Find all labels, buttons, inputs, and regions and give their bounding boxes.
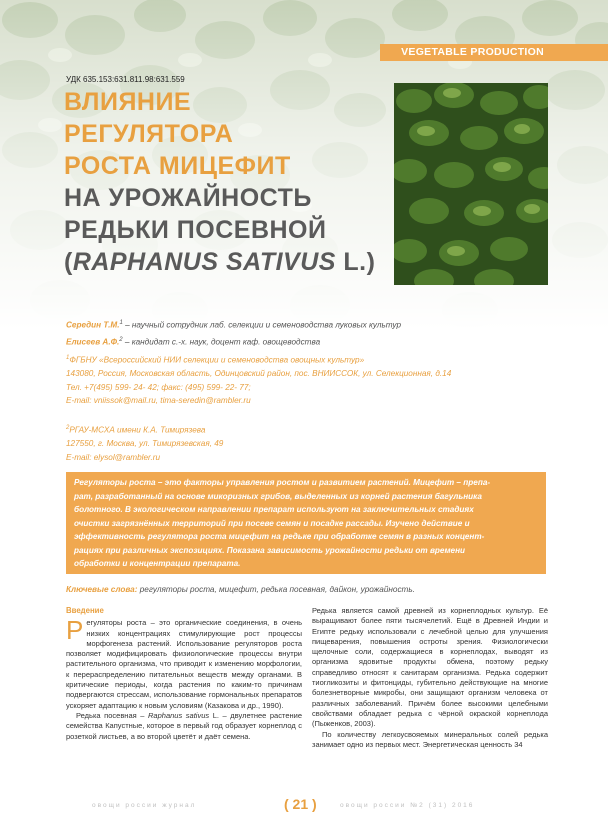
affiliation-name: [66, 352, 451, 367]
abstract-text: [74, 476, 538, 571]
body-column-left: [66, 606, 302, 742]
body-paragraph: [66, 711, 302, 742]
author-entry: [66, 316, 401, 333]
author-name: Елисеев А.Ф.: [66, 337, 120, 347]
paragraph-text: L. – двулетнее растение семейства Капустные, которое в первый год образует корнеплод с розеткой листьев, а во второй цветёт и даёт семена.: [66, 710, 303, 741]
abstract-line: Регуляторы роста – это факторы управления ростом и развитием растений. Мицефит – препа-: [74, 478, 491, 487]
udk-code: УДК 635.153:631.811.98:631.559: [66, 75, 185, 84]
affiliation-title: РГАУ-МСХА имени К.А. Тимирязева: [69, 425, 206, 435]
affiliation-address: 127550, г. Москва, ул. Тимирязевская, 49: [66, 439, 224, 449]
author-role: – кандидат с.-х. наук, доцент каф. овощеводства: [122, 337, 321, 347]
abstract-line: болотного. В экологическом направлении препарат используют на заключительных стадиях: [74, 505, 474, 514]
title-line-6: [64, 246, 375, 278]
radish-leaves-photo: [394, 83, 548, 285]
abstract-line: эффективность регулятора роста мицефит на редьке при обработке семян в разных концент-: [74, 532, 485, 541]
affiliation-mark: 2: [66, 425, 70, 431]
keywords: [66, 585, 415, 594]
body-column-right: [312, 606, 548, 750]
latin-name: Raphanus sativus: [148, 710, 210, 720]
affiliation-1: [66, 352, 451, 408]
title-line-2: РЕГУЛЯТОРА: [64, 120, 234, 148]
title-line-4: НА УРОЖАЙНОСТЬ: [64, 184, 312, 212]
affiliation-title: ФГБНУ «Всероссийский НИИ селекции и семеноводства овощных культур»: [69, 355, 365, 365]
author-list: [66, 316, 401, 349]
affiliation-phone: Тел. +7(495) 599- 24- 42; факс: (495) 599- 22- 77;: [66, 382, 251, 392]
footer-journal-name: овощи россии журнал: [92, 802, 197, 809]
abstract-line: очистки загрязнённых территорий при посеве семян и посадке рассады. Изучено действие и: [74, 518, 470, 528]
abstract-line: обработки и концентрации препарата.: [74, 559, 241, 568]
title-latin-name: RAPHANUS SATIVUS: [72, 248, 336, 276]
affiliation-address: 143080, Россия, Московская область, Одинцовский район, пос. ВНИИССОК, ул. Селекционная, д.14: [66, 369, 452, 379]
title-line-5: РЕДЬКИ ПОСЕВНОЙ: [64, 216, 327, 244]
footer-issue: овощи россии №2 (31) 2016: [340, 802, 475, 809]
abstract-line: рациях при различных экспозициях. Показана зависимость урожайности редьки от времени: [74, 545, 466, 555]
article-title: [64, 86, 375, 278]
body-paragraph: [66, 615, 302, 711]
author-role: – научный сотрудник лаб. селекции и семеноводства луковых культур: [122, 320, 402, 330]
author-entry: [66, 333, 401, 350]
drop-cap: Р: [66, 615, 84, 646]
title-paren-close: L.): [335, 248, 376, 276]
author-affil-mark: 2: [119, 336, 123, 343]
section-heading-introduction: Введение: [66, 606, 104, 615]
title-line-1: ВЛИЯНИЕ: [64, 88, 192, 116]
title-line-3: РОСТА МИЦЕФИТ: [64, 152, 291, 180]
abstract-line: рат, разработанный на основе микоризных грибов, выделенных из корней растения багульника: [74, 491, 482, 501]
paragraph-text: егуляторы роста – это органические соединения, в очень низких концентрациях стимулирующие рост процессы морфогенеза растений. Использование регуляторов роста позволяет модифицировать физиологические процессы внутри растительного организма, что приводит к изменению морфологии, к перераспределению питательных веществ между органами. В критические периоды, когда растения по каким-то причинам подвергаются стрессам, использование гормональных препаратов ускоряет адаптацию к новым условиям (Казакова и др., 1990).: [66, 618, 302, 710]
affiliation-name: [66, 422, 223, 437]
paragraph-text: Редька посевная –: [76, 710, 149, 720]
author-name: Середин Т.М.: [66, 320, 120, 330]
title-paren-open: (: [64, 248, 73, 276]
page-number: ( 21 ): [284, 796, 317, 812]
affiliation-email[interactable]: E-mail: vniissok@mail.ru, tima-seredin@rambler.ru: [66, 396, 251, 406]
affiliation-email[interactable]: E-mail: elysol@rambler.ru: [66, 452, 160, 462]
author-affil-mark: 1: [119, 320, 123, 326]
affiliation-mark: 1: [66, 355, 70, 361]
body-paragraph: По количеству легкоусвояемых минеральных солей редька занимает одно из первых мест. Энергетическая ценность 34: [312, 729, 548, 749]
body-paragraph: Редька является самой древней из корнеплодных культур. Её выращивают более пяти тысячелетий. Ещё в Древней Индии и Египте редьку использовали с лечебной целью для улучшения пищеварения, повышения остроты зрения. Физиологически щелочные соли, содержащиеся в корнеплодах, выводят из организма ядовитые продукты обмена, поэтому редьку справедливо относят к санитарам организма. Редька содержит тиогликозиты и фитонциды, губительно действующие на многие болезнетворные микробы, они защищают организм человека от различных заболеваний. Причём более высокими целебными свойствами обладает редька с чёрной окраской корнеплода (Пыженков, 2003).: [312, 606, 548, 729]
section-header-label: VEGETABLE PRODUCTION: [401, 46, 544, 58]
keywords-label: Ключевые слова:: [66, 585, 138, 594]
affiliation-2: [66, 422, 223, 464]
keywords-text: регуляторы роста, мицефит, редька посевная, дайкон, урожайность.: [137, 585, 415, 594]
